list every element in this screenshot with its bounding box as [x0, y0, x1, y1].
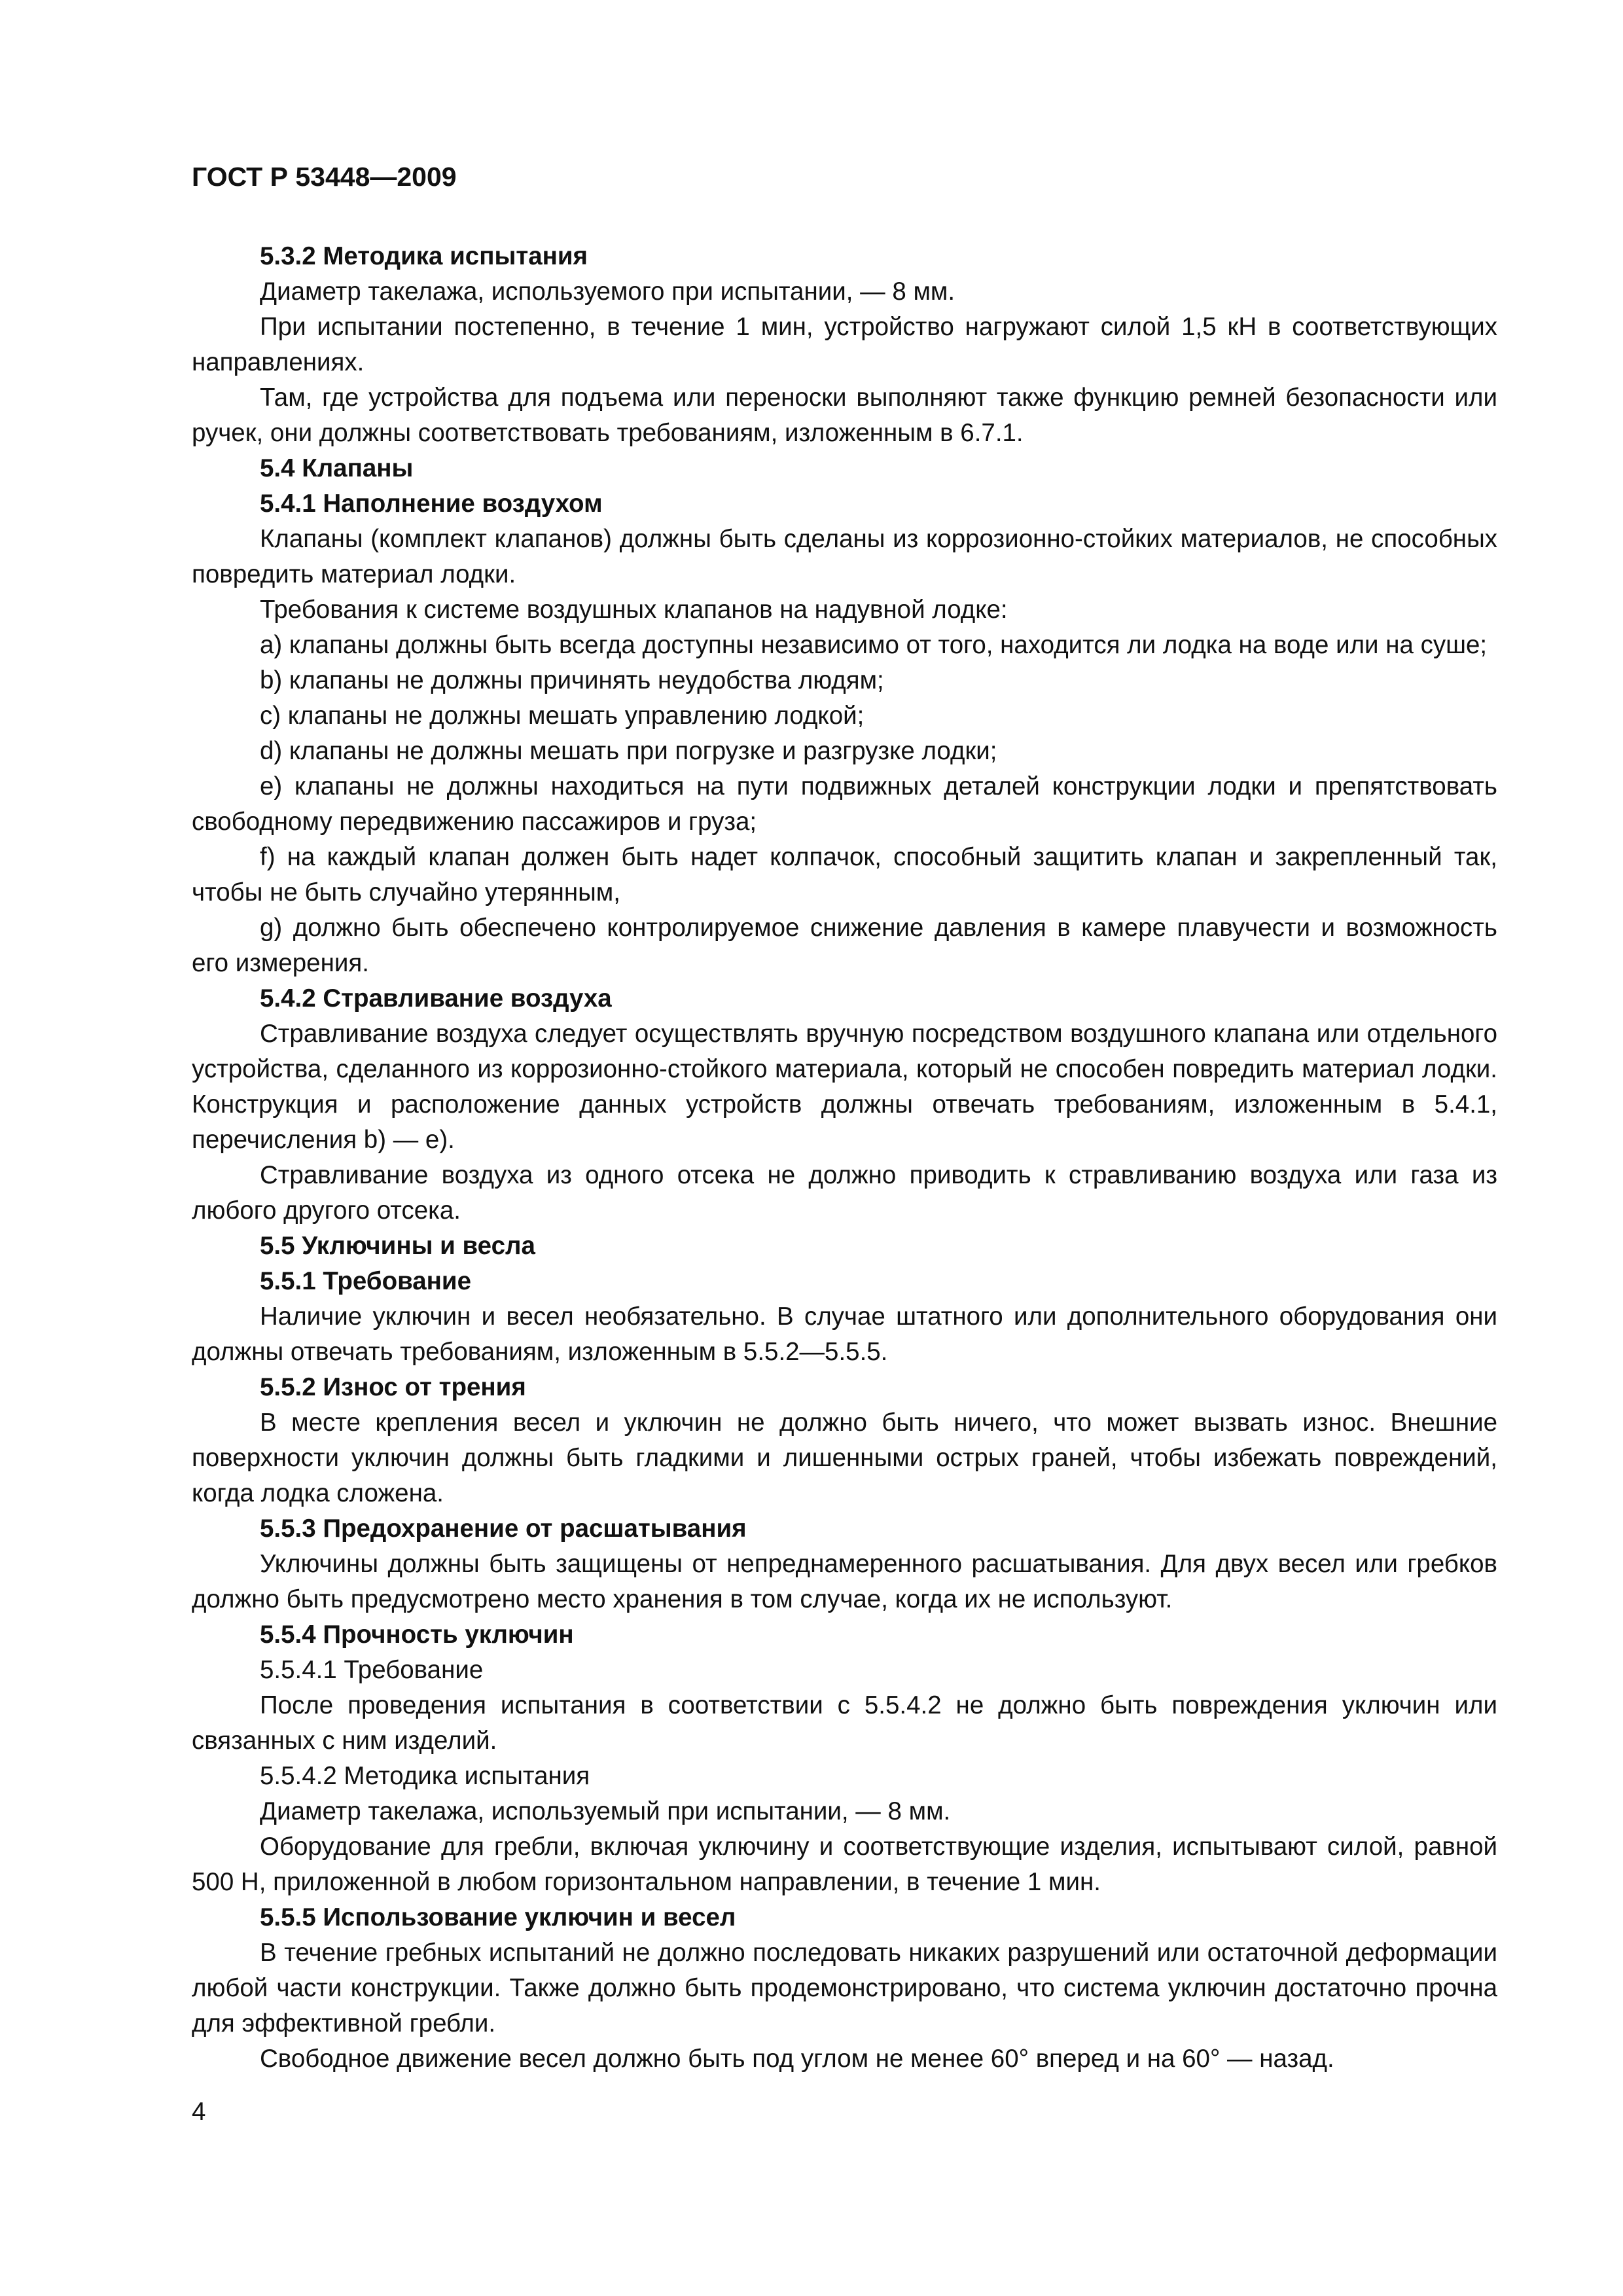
paragraph: В течение гребных испытаний не должно последовать никаких разрушений или остаточной деформации любой части конструкции. Также должно быть продемонстрировано, что система уключин достаточно прочна для эффективной гребли.: [192, 1939, 1497, 2037]
page-number: 4: [192, 2098, 206, 2126]
section-heading: 5.5.3 Предохранение от расшатывания: [260, 1515, 747, 1543]
section-heading: 5.5.2 Износ от трения: [260, 1373, 526, 1401]
section-heading: 5.4 Клапаны: [260, 454, 414, 482]
paragraph: Требования к системе воздушных клапанов на надувной лодке:: [260, 596, 1008, 624]
paragraph: Стравливание воздуха из одного отсека не должно приводить к стравливанию воздуха или газа из любого другого отсека.: [192, 1161, 1497, 1225]
section-heading: 5.4.2 Стравливание воздуха: [260, 984, 612, 1013]
paragraph: c) клапаны не должны мешать управлению лодкой;: [260, 702, 865, 730]
paragraph: f) на каждый клапан должен быть надет колпачок, способный защитить клапан и закрепленный так, чтобы не быть случайно утерянным,: [192, 843, 1497, 906]
paragraph: В месте крепления весел и уключин не должно быть ничего, что может вызвать износ. Внешние поверхности уключин должны быть гладкими и лишенными острых граней, чтобы избежать повреждений, когда лодка сложена.: [192, 1408, 1497, 1507]
paragraph: Там, где устройства для подъема или переноски выполняют также функцию ремней безопасности или ручек, они должны соответствовать требованиям, изложенным в 6.7.1.: [192, 384, 1497, 447]
paragraph: Клапаны (комплект клапанов) должны быть сделаны из коррозионно-стойких материалов, не способных повредить материал лодки.: [192, 525, 1497, 588]
section-heading: 5.5.5 Использование уключин и весел: [260, 1903, 736, 1931]
paragraph: a) клапаны должны быть всегда доступны независимо от того, находится ли лодка на воде или на суше;: [260, 631, 1488, 659]
paragraph: e) клапаны не должны находиться на пути подвижных деталей конструкции лодки и препятствовать свободному передвижению пассажиров и груза;: [192, 772, 1497, 836]
section-heading: 5.5.1 Требование: [260, 1267, 472, 1295]
paragraph: d) клапаны не должны мешать при погрузке и разгрузке лодки;: [260, 737, 997, 765]
document-body: [192, 239, 1497, 2077]
paragraph: b) клапаны не должны причинять неудобства людям;: [260, 666, 884, 694]
paragraph: Диаметр такелажа, используемого при испытании, — 8 мм.: [260, 278, 955, 306]
section-heading: 5.3.2 Методика испытания: [260, 242, 588, 270]
paragraph: Наличие уключин и весел необязательно. В случае штатного или дополнительного оборудования они должны отвечать требованиям, изложенным в 5.5.2—5.5.5.: [192, 1302, 1497, 1366]
paragraph: Свободное движение весел должно быть под углом не менее 60° вперед и на 60° — назад.: [260, 2045, 1334, 2073]
paragraph: Диаметр такелажа, используемый при испытании, — 8 мм.: [260, 1797, 951, 1825]
paragraph: Оборудование для гребли, включая уключину и соответствующие изделия, испытывают силой, равной 500 Н, приложенной в любом горизонтальном направлении, в течение 1 мин.: [192, 1833, 1497, 1896]
document-code-header: ГОСТ Р 53448—2009: [192, 162, 457, 192]
section-heading: 5.4.1 Наполнение воздухом: [260, 490, 603, 518]
section-heading: 5.5 Уключины и весла: [260, 1232, 535, 1260]
section-heading: 5.5.4 Прочность уключин: [260, 1621, 574, 1649]
subsection-heading: 5.5.4.2 Методика испытания: [260, 1762, 590, 1790]
paragraph: Уключины должны быть защищены от непреднамеренного расшатывания. Для двух весел или гребков должно быть предусмотрено место хранения в том случае, когда их не используют.: [192, 1550, 1497, 1613]
paragraph: После проведения испытания в соответствии с 5.5.4.2 не должно быть повреждения уключин или связанных с ним изделий.: [192, 1691, 1497, 1755]
paragraph: При испытании постепенно, в течение 1 мин, устройство нагружают силой 1,5 кН в соответствующих направлениях.: [192, 313, 1497, 376]
paragraph: g) должно быть обеспечено контролируемое снижение давления в камере плавучести и возможность его измерения.: [192, 914, 1497, 977]
paragraph: Стравливание воздуха следует осуществлять вручную посредством воздушного клапана или отдельного устройства, сделанного из коррозионно-стойкого материала, который не способен повредить материал лодки. Конструкция и расположение данных устройств должны отвечать требованиям, изложенным в 5.4.1, перечисления b) — e).: [192, 1020, 1497, 1154]
subsection-heading: 5.5.4.1 Требование: [260, 1656, 484, 1684]
